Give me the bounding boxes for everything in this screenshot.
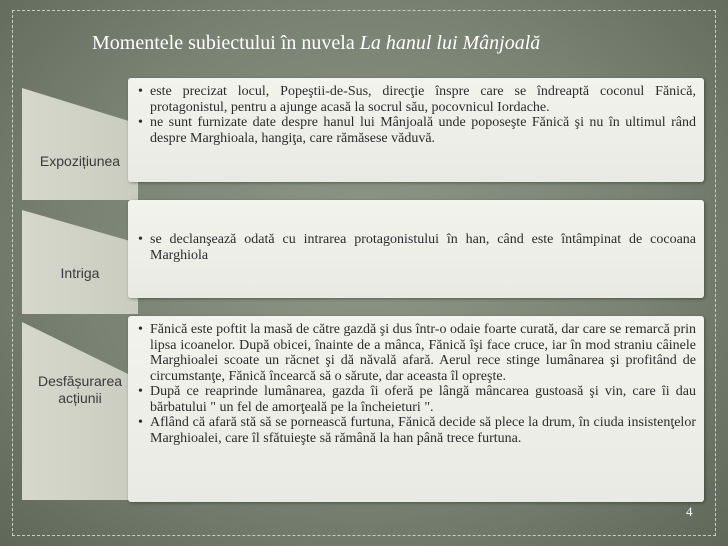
bullet-item: • După ce reaprinde lumânarea, gazda îi oferă pe lângă mâncarea gustoasă şi vin, care îi dau bărbatului " un fel de amorţeală pe la încheieturi ".: [136, 384, 696, 415]
bullet-item: • este precizat locul, Popeştii-de-Sus, direcţie înspre care se îndreaptă coconul Fănică, protagonistul, pentru a ajunge acasă la socrul său, pocovnicul Iordache.: [136, 84, 696, 115]
bullet-item: • Aflând că afară stă să se pornească furtuna, Fănică decide să plece la drum, în ciuda insistenţelor Marghioalei, care îl sfătuieşte să rămână la han până trece furtuna.: [136, 415, 696, 446]
content-box-intriga: [128, 200, 704, 298]
content-box-expozitiunea: [128, 78, 704, 182]
label-desfasurarea: Desfășurarea acțiunii: [37, 373, 123, 406]
title-italic: La hanul lui Mânjoală: [359, 32, 541, 54]
bullet-item: • ne sunt furnizate date despre hanul lui Mânjoală unde poposeşte Fănică şi nu în ultimul rând despre Marghioala, hangiţa, care rămăsese văduvă.: [136, 115, 696, 146]
bullet-item: • Fănică este poftit la masă de către gazdă şi dus într-o odaie foarte curată, dar care se remarcă prin lipsa icoanelor. După obicei, înainte de a mânca, Fănică îşi face cruce, iar în mod straniu câinele Marghioalei scoate un răcnet şi dă năvală afară. Aerul rece stinge lumânarea şi profitând de circumstanţe, Fănică încearcă să o sărute, dar aceasta îl opreşte.: [136, 322, 696, 384]
label-expozitiunea: Expozițiunea: [39, 153, 121, 169]
title-prefix: Momentele subiectului în nuvela: [92, 32, 360, 54]
page-number: 4: [686, 504, 693, 519]
label-intriga: Intriga: [60, 265, 100, 281]
slide-title: [92, 32, 540, 55]
content-box-desfasurarea: [128, 316, 704, 502]
bullet-item: • se declanşează odată cu intrarea protagonistului în han, când este întâmpinat de cocoana Marghiola: [136, 232, 696, 263]
